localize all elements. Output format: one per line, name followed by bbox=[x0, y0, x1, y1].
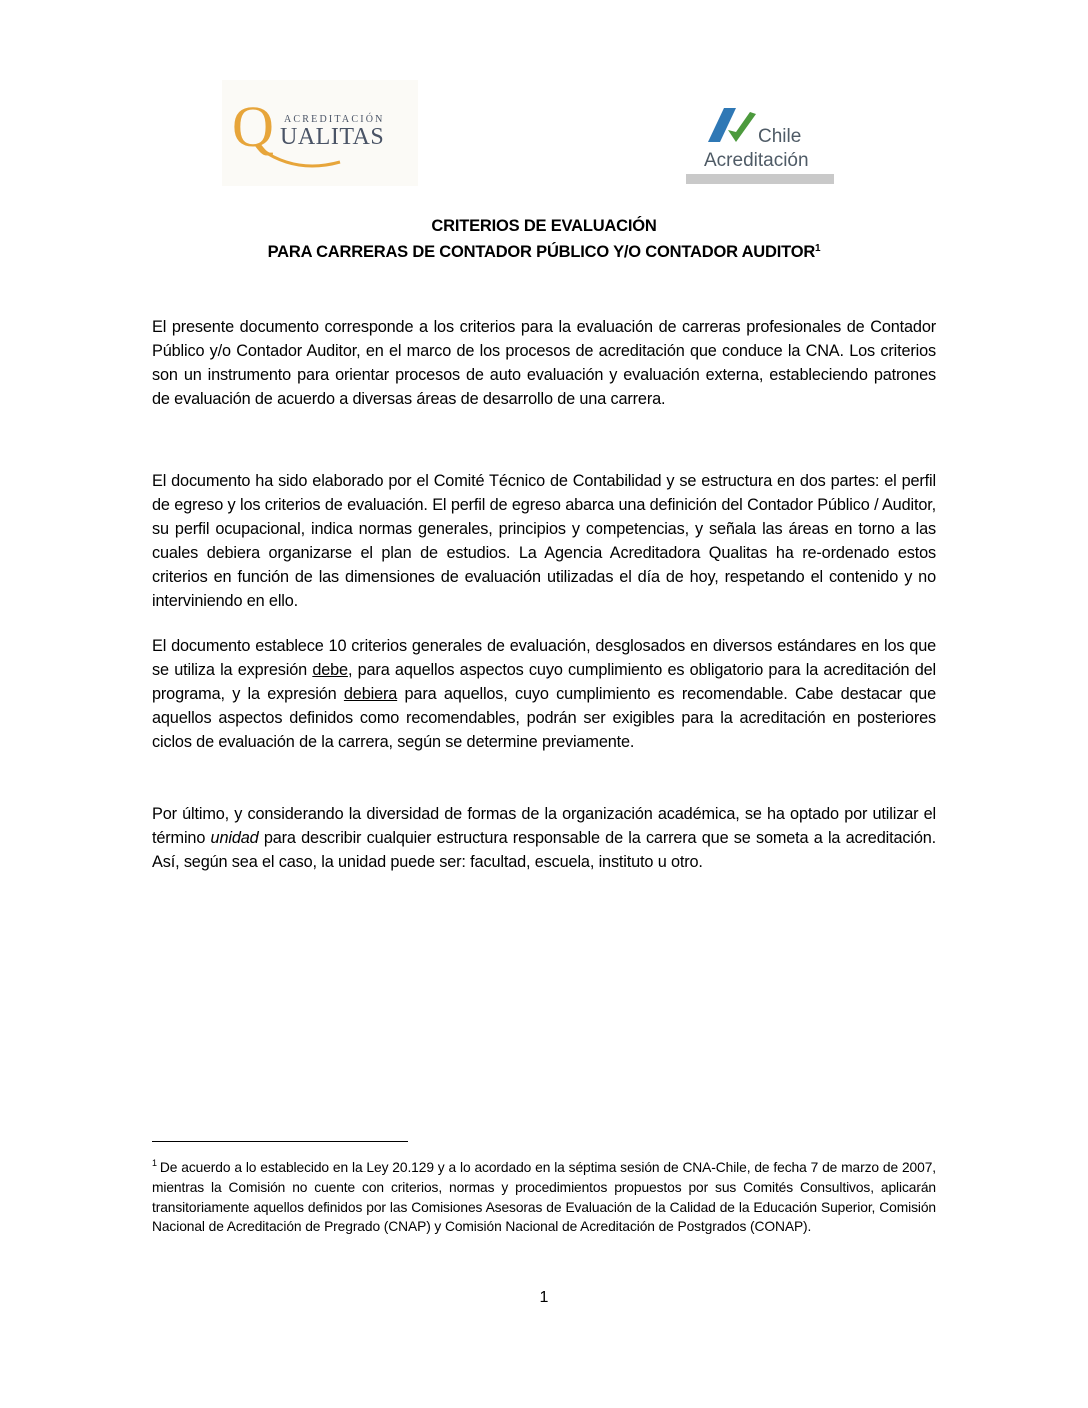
term-unidad: unidad bbox=[210, 829, 259, 847]
paragraph-2 bbox=[152, 469, 936, 613]
footnote-separator bbox=[152, 1141, 408, 1142]
cna-logo-mark-blue bbox=[708, 108, 736, 142]
paragraph-4 bbox=[152, 802, 936, 874]
page-number: 1 bbox=[539, 1289, 549, 1306]
paragraph-3-text bbox=[152, 634, 936, 754]
paragraph-4-text bbox=[152, 802, 936, 874]
document-title-line1: CRITERIOS DE EVALUACIÓN bbox=[431, 217, 657, 235]
qualitas-logo-text: UALITAS bbox=[280, 124, 385, 150]
cna-logo-mark-green bbox=[728, 112, 756, 142]
qualitas-logo bbox=[222, 80, 418, 186]
document-title-line2-text: PARA CARRERAS DE CONTADOR PÚBLICO Y/O CONTADOR AUDITOR bbox=[267, 243, 816, 261]
paragraph-4-part2: para describir cualquier estructura responsable de la carrera que se someta a la acreditación. Así, según sea el caso, la unidad puede ser: facultad, escuela, instituto u otro. bbox=[152, 829, 936, 871]
paragraph-3-part1: El documento establece 10 criterios generales de evaluación, desglosados en diversos estándares en los que se utiliza la expresión bbox=[152, 637, 936, 679]
cna-chile-logo bbox=[686, 100, 834, 184]
cna-logo-bar bbox=[686, 174, 834, 184]
qualitas-logo-top-text: ACREDITACIÓN bbox=[284, 114, 385, 125]
qualitas-logo-q: Q bbox=[232, 94, 274, 159]
term-debe: debe bbox=[312, 661, 348, 679]
title-footnote-ref: 1 bbox=[815, 243, 821, 254]
paragraph-4-part1: Por último, y considerando la diversidad de formas de la organización académica, se ha optado por utilizar el término bbox=[152, 805, 936, 847]
footnote-text: De acuerdo a lo establecido en la Ley 20.129 y a lo acordado en la séptima sesión de CNA-Chile, de fecha 7 de marzo de 2007, mientras la Comisión no cuente con criterios, normas y procedimientos propuestos por sus Comités Consultivos, aplicarán transitoriamente aquellos definidos por las Comisiones Asesoras de Evaluación de la Calidad de la Educación Superior, Comisión Nacional de Acreditación de Pregrado (CNAP) y Comisión Nacional de Acreditación de Postgrados (CONAP). bbox=[152, 1160, 936, 1235]
footnote-number: 1 bbox=[152, 1158, 157, 1168]
paragraph-1-text: El presente documento corresponde a los criterios para la evaluación de carreras profesionales de Contador Público y/o Contador Auditor, en el marco de los procesos de acreditación que conduce la CNA. Los criterios son un instrumento para orientar procesos de auto evaluación y evaluación externa, estableciendo patrones de evaluación de acuerdo a diversas áreas de desarrollo de una carrera. bbox=[152, 318, 936, 408]
cna-logo-acreditacion-text: Acreditación bbox=[704, 150, 809, 171]
cna-logo-chile-text: Chile bbox=[758, 126, 802, 147]
document-title-line2 bbox=[150, 243, 938, 262]
footnote bbox=[152, 1154, 936, 1237]
paragraph-3-part2: , para aquellos aspectos cuyo cumplimiento es obligatorio para la acreditación del programa, y la expresión bbox=[152, 661, 936, 703]
paragraph-1 bbox=[152, 315, 936, 411]
paragraph-3-part3: para aquellos, cuyo cumplimiento es recomendable. Cabe destacar que aquellos aspectos definidos como recomendables, podrán ser exigibles para la acreditación en posteriores ciclos de evaluación de la carrera, según se determine previamente. bbox=[152, 685, 936, 751]
term-debiera: debiera bbox=[343, 685, 398, 703]
paragraph-3 bbox=[152, 634, 936, 754]
paragraph-2-text: El documento ha sido elaborado por el Comité Técnico de Contabilidad y se estructura en dos partes: el perfil de egreso y los criterios de evaluación. El perfil de egreso abarca una definición del Contador Público / Auditor, su perfil ocupacional, indica normas generales, principios y competencias, y señala las áreas en torno a las cuales debiera organizarse el plan de estudios. La Agencia Acreditadora Qualitas ha re-ordenado estos criterios en función de las dimensiones de evaluación utilizadas el día de hoy, respetando el contenido y no interviniendo en ello. bbox=[152, 472, 936, 610]
